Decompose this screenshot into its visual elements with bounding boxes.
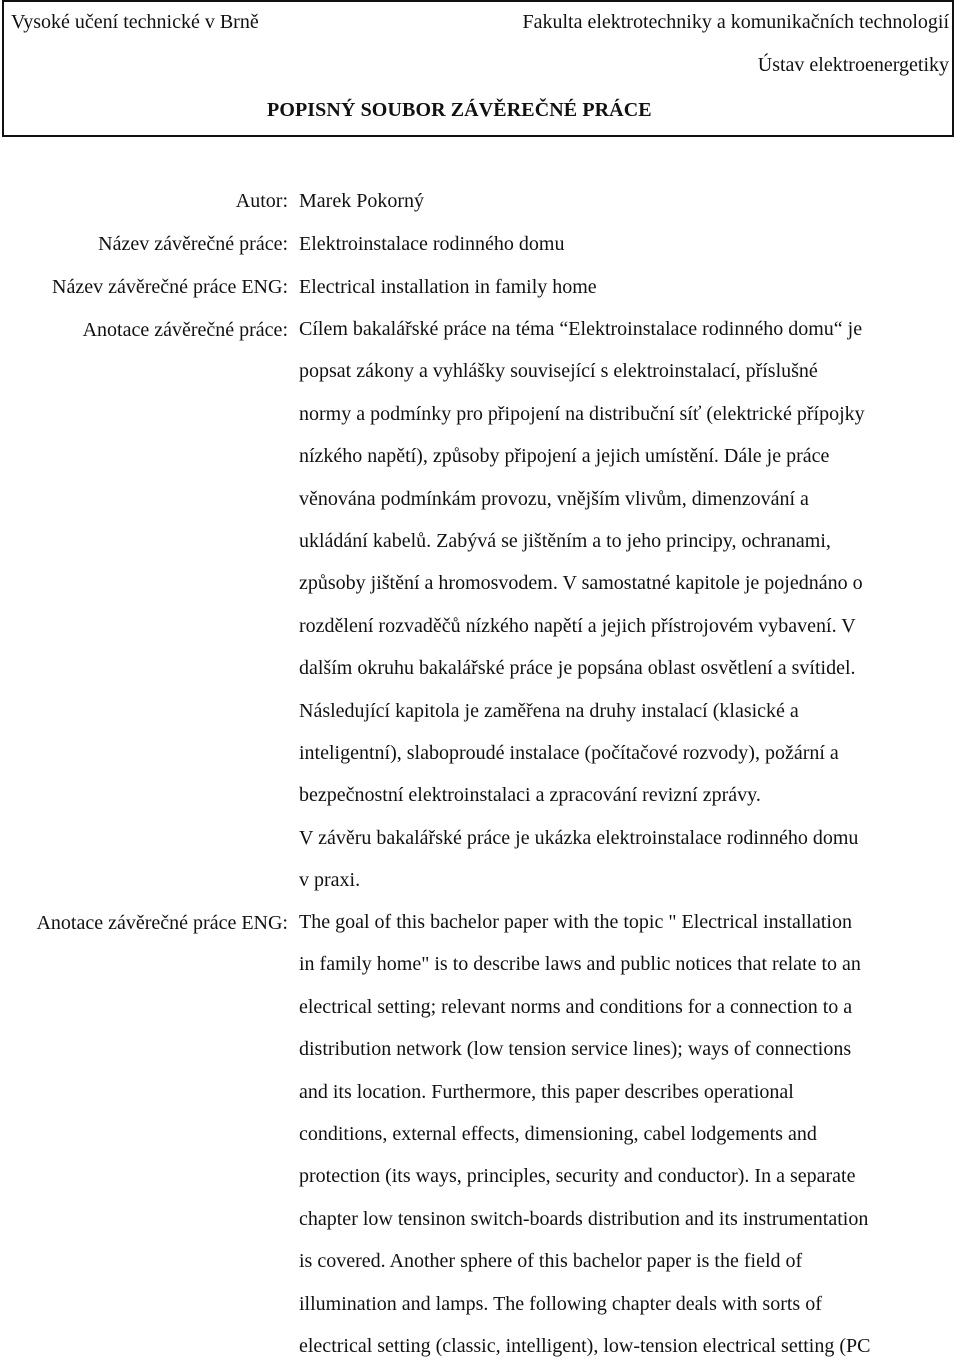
title-cz-value: Elektroinstalace rodinného domu [299, 233, 565, 255]
abstract-en-line: conditions, external effects, dimensioning, cabel lodgements and [299, 1122, 817, 1145]
author-value: Marek Pokorný [299, 190, 424, 212]
abstract-cz-line: V závěru bakalářské práce je ukázka elektroinstalace rodinného domu [299, 826, 859, 849]
institute-name: Ústav elektroenergetiky [757, 54, 949, 76]
document-title: POPISNÝ SOUBOR ZÁVĚREČNÉ PRÁCE [267, 99, 652, 121]
abstract-en-line: distribution network (low tension service lines); ways of connections [299, 1038, 852, 1061]
abstract-en-line: electrical setting (classic, intelligent), low-tension electrical setting (PC [299, 1334, 871, 1357]
faculty-name: Fakulta elektrotechniky a komunikačních technologií [522, 11, 949, 33]
abstract-cz-line: Cílem bakalářské práce na téma “Elektroinstalace rodinného domu“ je [299, 318, 863, 340]
abstract-cz-line: v praxi. [299, 869, 361, 892]
abstract-en-line: The goal of this bachelor paper with the topic " Electrical installation [299, 911, 852, 933]
abstract-cz-text [299, 308, 949, 901]
abstract-en-line: electrical setting; relevant norms and conditions for a connection to a [299, 995, 853, 1018]
abstract-cz-line: normy a podmínky pro připojení na distribuční síť (elektrické přípojky [299, 402, 865, 425]
abstract-en-line: in family home" is to describe laws and public notices that relate to an [299, 953, 861, 976]
abstract-cz-line: bezpečnostní elektroinstalaci a zpracování revizní zprávy. [299, 784, 761, 807]
abstract-en-line: chapter low tensinon switch-boards distribution and its instrumentation [299, 1207, 869, 1230]
abstract-en-line: illumination and lamps. The following chapter deals with sorts of [299, 1292, 822, 1315]
abstract-cz-line: nízkého napětí), způsoby připojení a jejich umístění. Dále je práce [299, 445, 830, 468]
abstract-en-label: Anotace závěrečné práce ENG: [36, 912, 288, 934]
abstract-cz-line: popsat zákony a vyhlášky související s elektroinstalací, příslušné [299, 360, 818, 383]
document-header [2, 0, 954, 137]
author-label: Autor: [235, 190, 288, 212]
abstract-cz-line: dalším okruhu bakalářské práce je popsána oblast osvětlení a svítidel. [299, 657, 856, 680]
title-en-value: Electrical installation in family home [299, 276, 597, 298]
abstract-cz-line: věnována podmínkám provozu, vnějším vlivům, dimenzování a [299, 487, 809, 510]
abstract-en-line: is covered. Another sphere of this bachelor paper is the field of [299, 1250, 803, 1273]
abstract-en-text [299, 901, 949, 1367]
school-name: Vysoké učení technické v Brně [11, 11, 259, 33]
abstract-en-line: and its location. Furthermore, this paper describes operational [299, 1080, 794, 1103]
abstract-en-line: protection (its ways, principles, security and conductor). In a separate [299, 1165, 856, 1188]
abstract-cz-label: Anotace závěrečné práce: [82, 319, 288, 341]
abstract-cz-line: rozdělení rozvaděčů nízkého napětí a jejich přístrojovém vybavení. V [299, 614, 856, 637]
title-en-label: Název závěrečné práce ENG: [52, 276, 288, 298]
abstract-cz-line: inteligentní), slaboproudé instalace (počítačové rozvody), požární a [299, 741, 839, 764]
abstract-cz-line: ukládání kabelů. Zabývá se jištěním a to jeho principy, ochranami, [299, 529, 831, 552]
abstract-cz-line: Následující kapitola je zaměřena na druhy instalací (klasické a [299, 699, 799, 722]
abstract-cz-line: způsoby jištění a hromosvodem. V samostatné kapitole je pojednáno o [299, 572, 863, 595]
title-cz-label: Název závěrečné práce: [98, 233, 288, 255]
